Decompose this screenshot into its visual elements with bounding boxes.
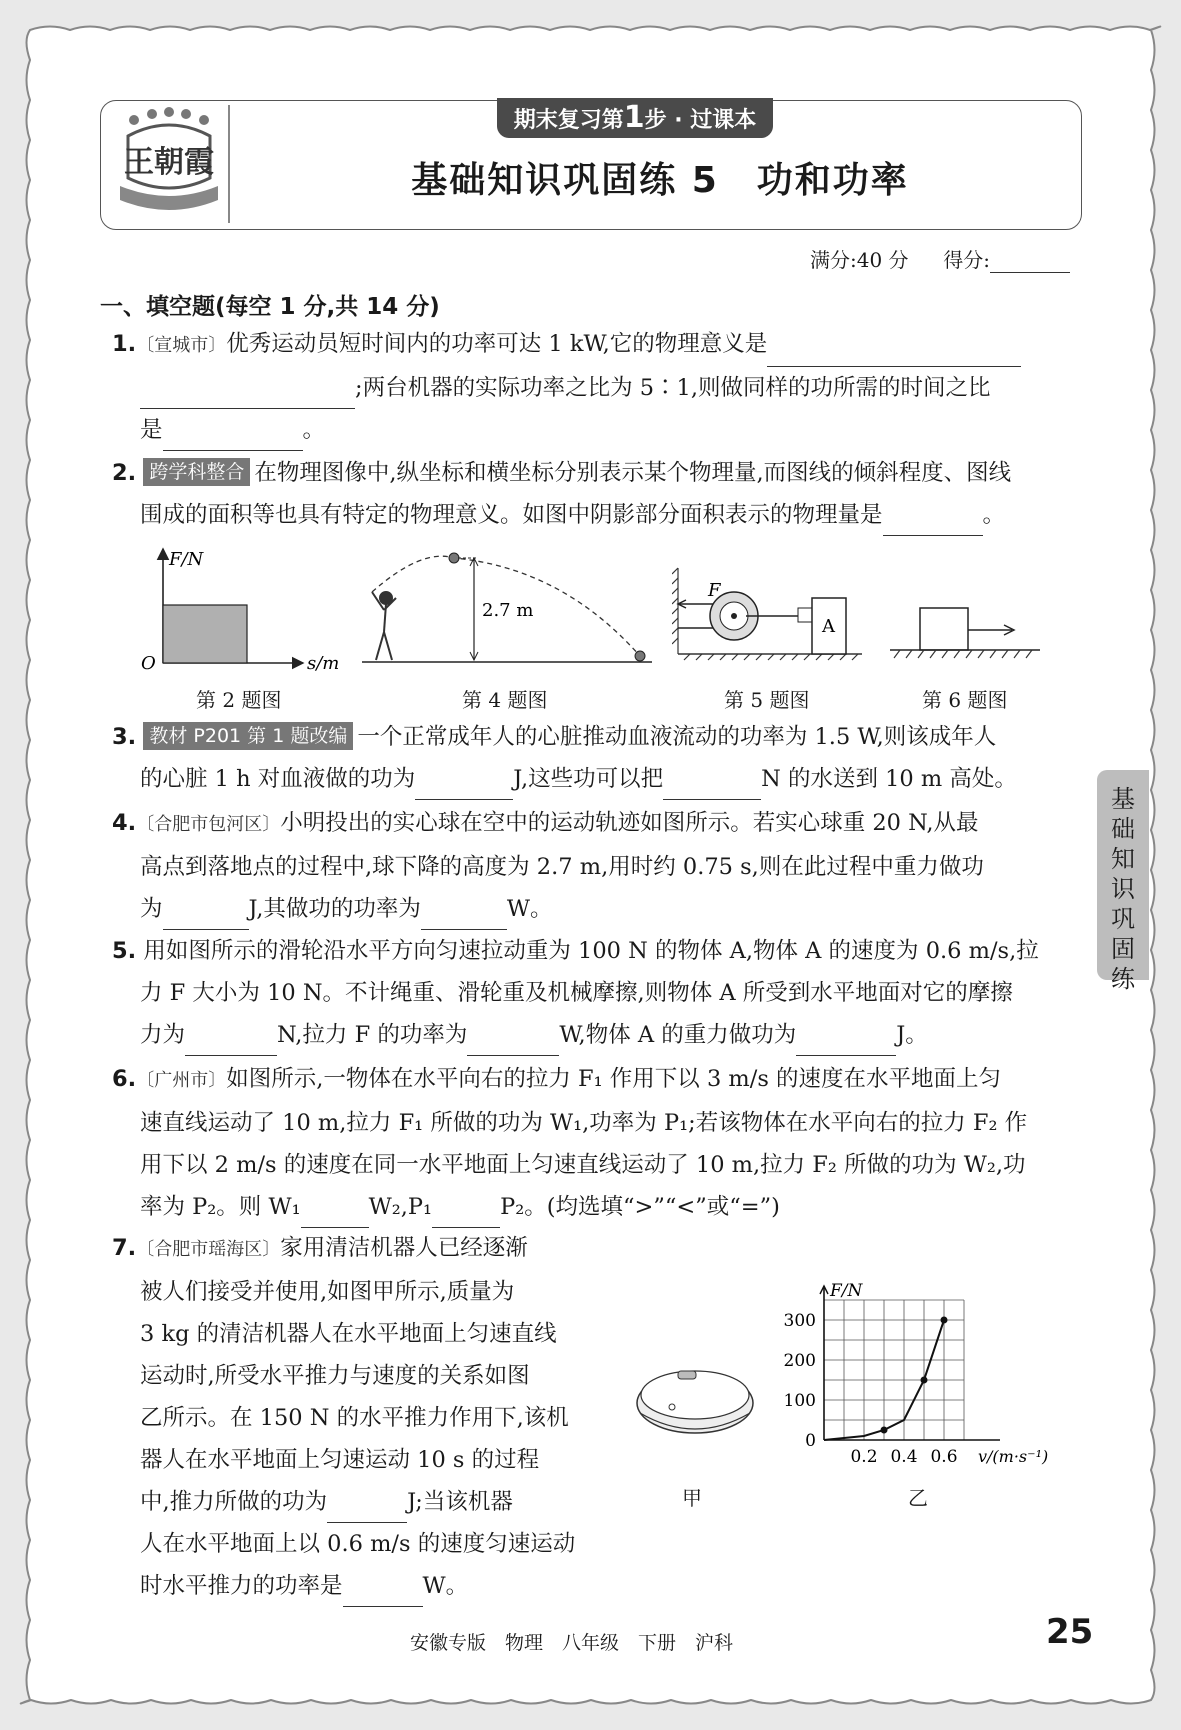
y-tick-label: 300 (783, 1311, 816, 1331)
figure-2-graph (135, 545, 350, 675)
question-5: 5. 用如图所示的滑轮沿水平方向匀速拉动重为 100 N 的物体 A,物体 A 的速度为 0.6 m/s,拉 力 F 大小为 10 N。不计绳重、滑轮重及机械摩擦,则物体 A 所受到水平地面对它的摩擦 力为 N,拉力 F 的功率为 W,物体 A 的重力做功为 J。 (112, 930, 1080, 1056)
side-tab: 基 础 知 识 巩 固 练 (1097, 770, 1149, 980)
y-tick-label: 0 (805, 1431, 816, 1451)
fig5-block-label: A (822, 616, 835, 637)
fig2-x-label: s/m (307, 653, 340, 674)
q6-blank-1[interactable] (301, 1201, 369, 1228)
question-3: 3. 教材 P201 第 1 题改编 一个正常成年人的心脏推动血液流动的功率为 1.5 W,则该成年人 的心脏 1 h 对血液做的功为 J,这些功可以把 N 的水送到 10 m 高处。 (112, 716, 1080, 800)
x-axis-label: v/(m·s⁻¹) (978, 1447, 1049, 1466)
q6-blank-2[interactable] (432, 1201, 500, 1228)
y-axis-label: F/N (830, 1281, 863, 1301)
q3-blank-1[interactable] (415, 773, 513, 800)
fig7a-caption: 甲 (682, 1486, 702, 1510)
got-score-label: 得分: (943, 248, 991, 272)
section-title: 一、填空题(每空 1 分,共 14 分) (100, 294, 440, 320)
logo-emblem (114, 106, 224, 222)
fig5-force-label: F (708, 580, 721, 601)
figure-4-trajectory (362, 548, 652, 670)
page-number: 25 (1046, 1612, 1094, 1652)
data-point (921, 1377, 928, 1384)
q5-blank-2[interactable] (467, 1029, 559, 1056)
q4-blank-1[interactable] (163, 903, 249, 930)
question-7: 7.〔合肥市瑶海区〕家用清洁机器人已经逐渐 被人们接受并使用,如图甲所示,质量为 3 kg 的清洁机器人在水平地面上匀速直线 运动时,所受水平推力与速度的关系如图 乙所示。在 150 N 的水平推力作用下,该机 器人在水平地面上匀速运动 10 s 的过程 中,推力所做的功为 J;当该机器 人在水平地面上以 0.6 m/s 的速度匀速运动 时水平推力的功率是 W。 (112, 1227, 612, 1607)
fig5-caption: 第 5 题图 (724, 688, 810, 712)
fig4-caption: 第 4 题图 (462, 688, 548, 712)
question-4: 4.〔合肥市包河区〕小明投出的实心球在空中的运动轨迹如图所示。若实心球重 20 N,从最 高点到落地点的过程中,球下降的高度为 2.7 m,用时约 0.75 s,则在此过程中重力做功 为 J,其做功的功率为 W。 (112, 802, 1080, 930)
question-2: 2. 跨学科整合 在物理图像中,纵坐标和横坐标分别表示某个物理量,而图线的倾斜程度、图线 围成的面积等也具有特定的物理意义。如图中阴影部分面积表示的物理量是 。 (112, 452, 1080, 536)
full-score: 满分:40 分 (810, 248, 909, 272)
question-6: 6.〔广州市〕如图所示,一物体在水平向右的拉力 F₁ 作用下以 3 m/s 的速度在水平地面上匀 速直线运动了 10 m,拉力 F₁ 所做的功为 W₁,功率为 P₁;若该物体在水平向右的拉力 F₂ 作 用下以 2 m/s 的速度在同一水平地面上匀速直线运动了 10 m,拉力 F₂ 所做的功为 W₂,功 率为 P₂。则 W₁ W₂,P₁ P₂。(均选填“>”“<”或“=”) (112, 1058, 1080, 1228)
y-tick-label: 100 (783, 1391, 816, 1411)
q2-blank[interactable] (883, 509, 983, 536)
fig2-caption: 第 2 题图 (196, 688, 282, 712)
score-line (810, 244, 1070, 273)
q5-blank-3[interactable] (796, 1029, 896, 1056)
fig6-caption: 第 6 题图 (922, 688, 1008, 712)
logo-text: 王朝霞 (124, 145, 214, 180)
fig2-y-label: F/N (169, 549, 204, 570)
x-tick-label: 0.6 (930, 1447, 958, 1467)
figure-7a-robot-vacuum (630, 1355, 760, 1445)
fig2-origin: O (141, 653, 156, 674)
q1-blank-2[interactable] (163, 424, 303, 451)
q7-blank-2[interactable] (343, 1580, 423, 1607)
data-point (881, 1427, 888, 1434)
x-tick-label: 0.4 (890, 1447, 918, 1467)
page-title: 基础知识巩固练 5 功和功率 (411, 160, 909, 201)
step-banner: 期末复习第1步 · 过课本 (497, 98, 773, 138)
tag-cross-subject: 跨学科整合 (143, 458, 250, 486)
q5-blank-1[interactable] (185, 1029, 277, 1056)
q1-blank-1b[interactable] (140, 382, 355, 409)
q1-blank-1[interactable] (767, 340, 1021, 367)
thrower-figure (372, 592, 396, 660)
q7-blank-1[interactable] (327, 1496, 407, 1523)
question-1: 1.〔宣城市〕优秀运动员短时间内的功率可达 1 kW,它的物理意义是 ;两台机器的实际功率之比为 5∶1,则做同样的功所需的时间之比 是 。 (112, 323, 1080, 451)
y-tick-label: 200 (783, 1351, 816, 1371)
figure-7b-force-speed-chart (770, 1270, 1070, 1470)
q4-blank-2[interactable] (421, 903, 507, 930)
fig4-height-label: 2.7 m (482, 600, 534, 621)
footer-info: 安徽专版 物理 八年级 下册 沪科 (410, 1632, 734, 1654)
figure-6-block (888, 600, 1043, 665)
fig7b-caption: 乙 (908, 1486, 928, 1510)
tag-textbook: 教材 P201 第 1 题改编 (143, 722, 353, 750)
logo-separator (228, 105, 230, 223)
figure-5-pulley (672, 566, 872, 666)
q3-blank-2[interactable] (663, 773, 761, 800)
x-tick-label: 0.2 (850, 1447, 878, 1467)
score-blank[interactable] (990, 252, 1070, 273)
data-point (941, 1317, 948, 1324)
